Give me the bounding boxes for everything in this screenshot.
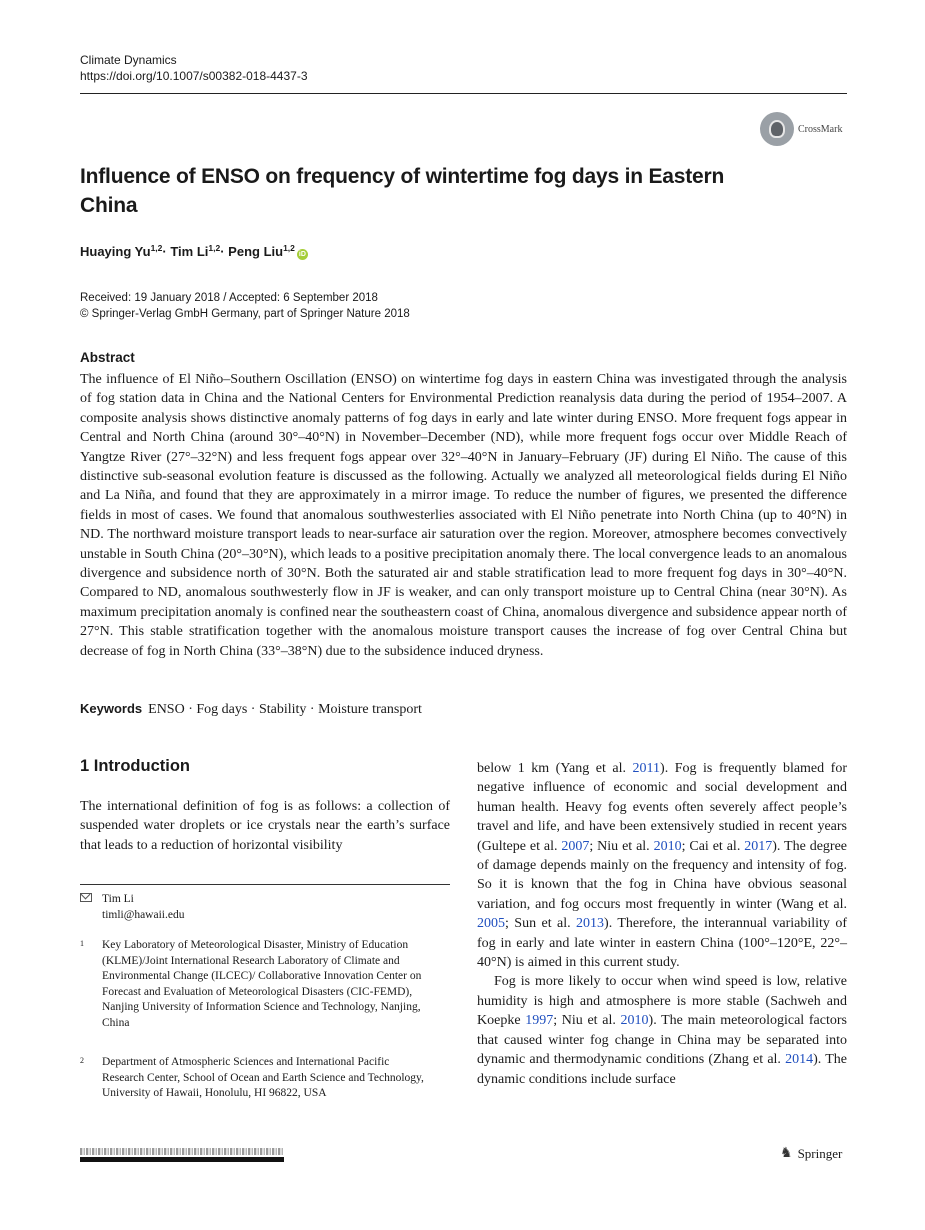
author-affiliation-ref: 1,2 — [150, 243, 163, 253]
journal-header — [80, 52, 308, 84]
text-run: ; Niu et al. — [589, 838, 654, 854]
author-affiliation-ref: 1,2 — [208, 243, 221, 253]
citation-link[interactable]: 2007 — [561, 838, 590, 854]
springer-horse-icon: ♞ — [780, 1146, 793, 1161]
citation-link[interactable]: 2010 — [653, 838, 682, 854]
text-run: ; Cai et al. — [681, 838, 745, 854]
journal-name: Climate Dynamics — [80, 53, 177, 67]
citation-link[interactable]: 2005 — [477, 916, 505, 932]
envelope-icon — [80, 893, 92, 902]
intro-left-column: The international definition of fog is as follows: a collection of suspended water droplets or ice crystals near the earth’s surface that leads to a reduction of horizontal visibility — [80, 799, 450, 853]
text-run: Fog is more likely to occur when wind speed is low, relative humidity is high and atmosphere is more stable (Sachweh and Koepke — [477, 974, 847, 1029]
intro-paragraph — [477, 759, 847, 972]
affiliation — [80, 938, 450, 1032]
text-run: ; Sun et al. — [505, 916, 577, 932]
publisher-name: Springer — [797, 1145, 843, 1161]
keywords — [80, 701, 422, 718]
intro-paragraph — [477, 972, 847, 1088]
footer-barcode — [80, 1148, 284, 1162]
section-heading-introduction: 1 Introduction — [80, 757, 190, 775]
corresponding-author — [80, 892, 184, 923]
footer-barcode-pattern — [80, 1148, 284, 1155]
keywords-list: ENSO · Fog days · Stability · Moisture transport — [148, 702, 422, 717]
header-rule — [80, 93, 847, 94]
affiliation-number: 2 — [80, 1056, 84, 1065]
author-list: Huaying Yu$^{1,2}$· Tim Li$^{1,2}$· Peng Liu$^{1,2}$iD — [80, 243, 306, 259]
footer-barcode-bar — [80, 1157, 284, 1162]
text-run: ; Niu et al. — [553, 1013, 621, 1029]
author-name[interactable]: Tim Li — [170, 244, 209, 259]
doi-link[interactable]: https://doi.org/10.1007/s00382-018-4437-3 — [80, 69, 308, 83]
text-run: ). Therefore, the interannual variability of fog in early and late winter in eastern China (100°–120°E, 22°–40°N) is aimed in this current study. — [477, 916, 847, 971]
intro-right-column — [477, 759, 847, 1089]
abstract-heading: Abstract — [80, 350, 135, 365]
publisher-logo — [780, 1145, 842, 1162]
corresponding-name: Tim Li — [102, 893, 134, 905]
citation-link[interactable]: 1997 — [525, 1013, 554, 1029]
crossmark-label: CrossMark — [798, 123, 843, 135]
affiliation-text: Key Laboratory of Meteorological Disaster, Ministry of Education (KLME)/Joint International Research Laboratory of Climate and Environmental Change (ILCEC)/ Collaborative Innovation Center on Forecast and Evaluation of Meteorological Disasters (CIC-FEMD), Nanjing University of Information Science and Technology, Nanjing, China — [102, 939, 422, 1029]
affiliation-text: Department of Atmospheric Sciences and International Pacific Research Center, School of Ocean and Earth Science and Technology, University of Hawaii, Honolulu, HI 96822, USA — [102, 1056, 424, 1100]
crossmark-icon — [760, 112, 794, 146]
text-run: ). The dynamic conditions include surface — [477, 1052, 847, 1087]
text-run: ). The main meteorological factors that caused winter fog change in China may be separated into dynamic and thermodynamic conditions (Zhang et al. — [477, 1013, 847, 1068]
article-title: Influence of ENSO on frequency of wintertime fog days in Eastern China — [80, 165, 725, 217]
author-affiliation-ref: 1,2 — [283, 243, 295, 253]
citation-link[interactable]: 2010 — [620, 1013, 649, 1029]
citation-link[interactable]: 2017 — [744, 838, 773, 854]
citation-link[interactable]: 2013 — [576, 916, 605, 932]
article-dates — [80, 290, 410, 322]
copyright: © Springer-Verlag GmbH Germany, part of Springer Nature 2018 — [80, 308, 410, 320]
author-name[interactable]: Huaying Yu — [80, 244, 151, 259]
text-run: below 1 km (Yang et al. — [477, 761, 633, 776]
abstract-text: The influence of El Niño–Southern Oscillation (ENSO) on wintertime fog days in eastern China was investigated through the analysis of fog station data in China and the National Centers for Environmental Prediction reanalysis data during the period of 1954–2007. A composite analysis shows distinctive anomaly patterns of fog days in early and late winter during ENSO. More frequent fogs appear in Central and North China (around 30°–40°N) in November–December (ND), while more frequent fogs occur over Middle Reach of Yangtze River (27°–32°N) and less frequent fogs appear over 32°–40°N in January–February (JF) during El Niño. The cause of this distinctive sub-seasonal evolution feature is discussed as the following. Actually we analyzed all meteorological fields during El Niño and La Niña, and found that they are approximately in a mirror image. To reduce the number of figures, we presented the difference fields in most of cases. We found that anomalous southwesterlies associated with El Niño penetrate into North China (up to 40°N) in ND. The northward moisture transport leads to near-surface air saturation over the region. Moreover, atmosphere becomes convectively unstable in South China (20°–30°N), which leads to a positive precipitation anomaly there. The local convergence leads to an anomalous divergence and subsidence north of 30°N. Both the saturated air and stable stratification lead to more frequent fog days in 30°–40°N. Compared to ND, anomalous southwesterly flow in JF is weaker, and can only transport moisture up to Central China (near 30°N). As maximum precipitation anomaly is confined near the southeastern coast of China, anomalous divergence and subsidence appear north of 27°N. This stable stratification together with the anomalous moisture transport causes the increase of fog over Central China but decrease of fog in North China (33°–38°N) due to the subsidence induced dryness. — [80, 372, 847, 659]
citation-link[interactable]: 2011 — [632, 761, 661, 776]
author-name[interactable]: Peng Liu — [228, 244, 284, 259]
text-run: ). The degree of damage depends mainly on the frequency and intensity of fog. So it is known that the fog in China have obvious seasonal variation, and fog occurs most frequently in winter (Wang et al. — [477, 838, 848, 912]
keywords-label: Keywords — [80, 701, 143, 716]
orcid-icon[interactable]: iD — [298, 251, 306, 258]
citation-link[interactable]: 2014 — [785, 1052, 814, 1068]
received-accepted: Received: 19 January 2018 / Accepted: 6 September 2018 — [80, 292, 378, 304]
affiliation-number: 1 — [80, 939, 84, 948]
text-run: ). Fog is frequently blamed for negative influence of economic and social development and human health. Heavy fog events often severely affect people’s travel and life, and have been extensively studied in recent years (Gultepe et al. — [477, 761, 847, 854]
crossmark-badge[interactable] — [760, 112, 842, 146]
corresponding-email[interactable]: timli@hawaii.edu — [102, 908, 185, 921]
affiliation — [80, 1055, 450, 1102]
footnote-rule — [80, 884, 450, 885]
